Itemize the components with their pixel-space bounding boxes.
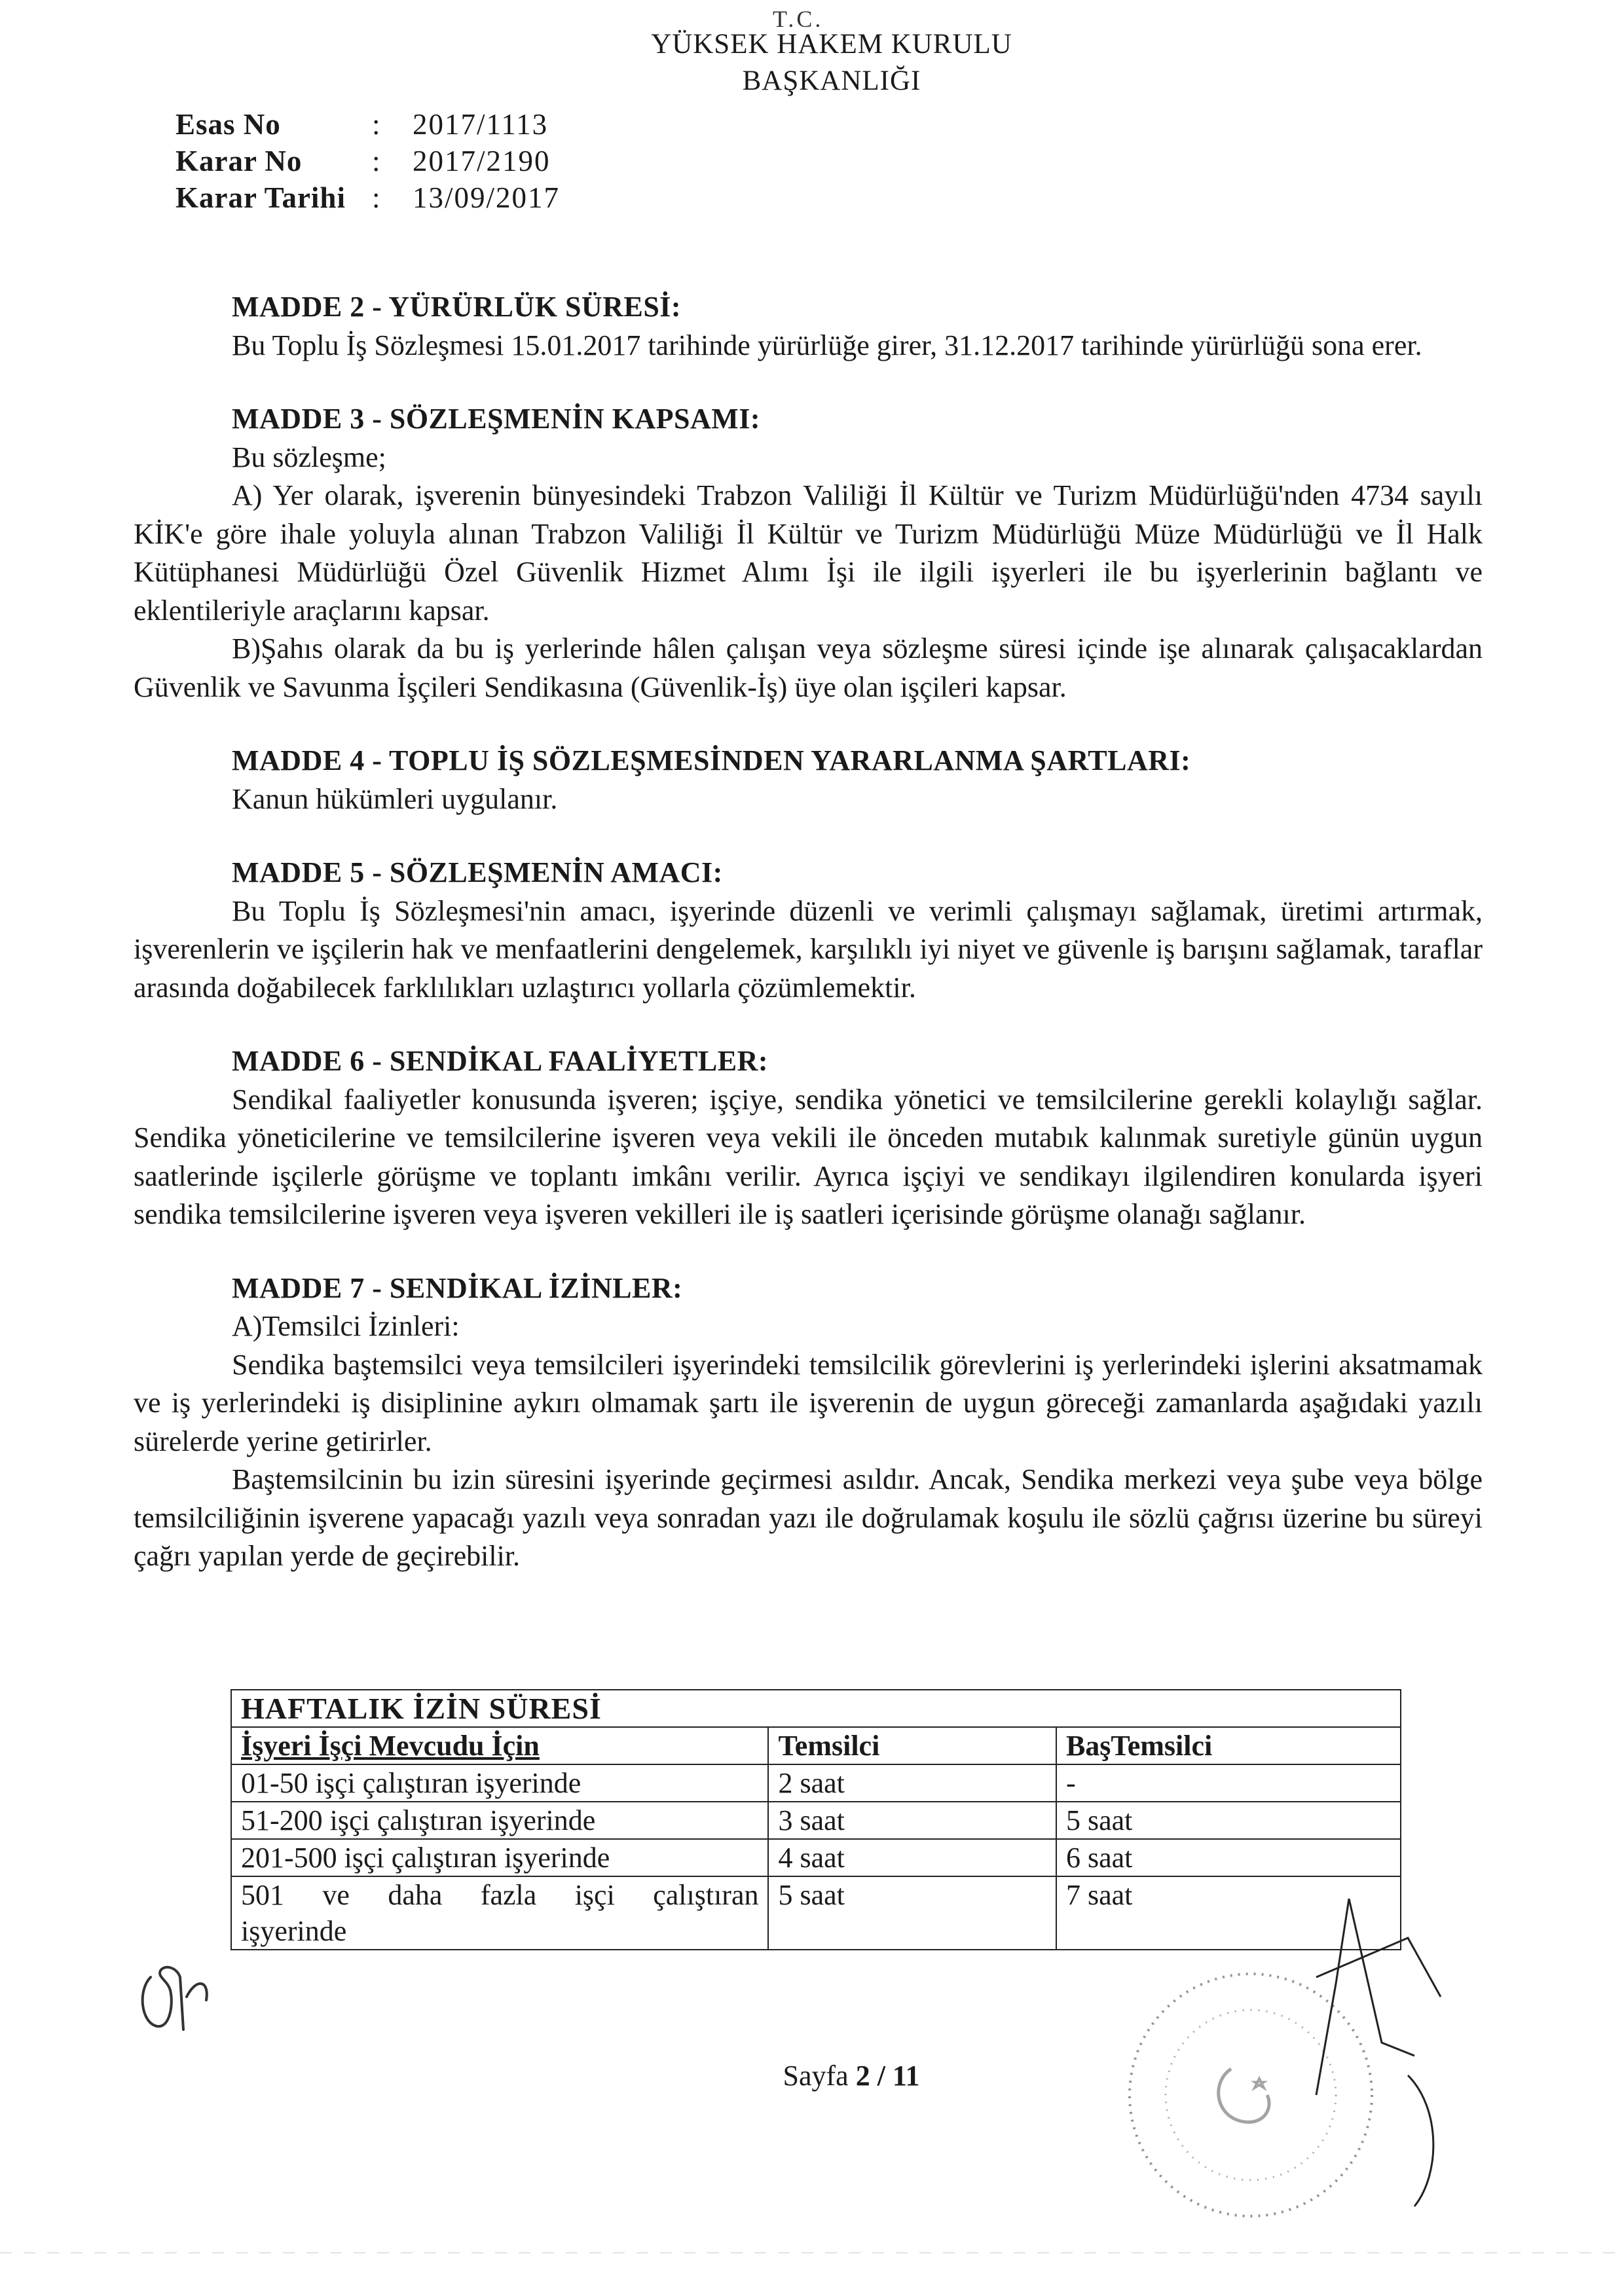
section-title: MADDE 3 - SÖZLEŞMENİN KAPSAMI:	[232, 403, 761, 435]
table-row	[231, 1839, 1401, 1876]
table-cell: 6 saat	[1056, 1839, 1401, 1876]
table-caption-row	[231, 1690, 1401, 1727]
karar-label: Karar No	[175, 145, 303, 177]
table-cell: 2 saat	[768, 1764, 1056, 1802]
karar-value: 2017/2190	[413, 145, 551, 177]
paragraph: Bu Toplu İş Sözleşmesi'nin amacı, işyerinde düzenli ve verimli çalışmayı sağlamak, üretimi artırmak, işverenlerin ve işçilerin hak ve menfaatlerini dengelemek, karşılıklı iyi niyet ve güvenle iş barışını sağlamak, taraflar arasında doğabilecek farklılıkları uzlaştırıcı yollarla çözümlemektir.	[134, 894, 1483, 1004]
table-cell: 7 saat	[1056, 1876, 1401, 1950]
table-cell: 5 saat	[1056, 1802, 1401, 1839]
tarih-row	[175, 179, 560, 216]
case-meta	[175, 106, 560, 216]
document-body	[134, 288, 1483, 1611]
section-title: MADDE 2 - YÜRÜRLÜK SÜRESİ:	[232, 291, 682, 323]
official-stamp	[1100, 1899, 1467, 2239]
paragraph: Kanun hükümleri uygulanır.	[232, 782, 558, 815]
paragraph: A) Yer olarak, işverenin bünyesindeki Trabzon Valiliği İl Kültür ve Turizm Müdürlüğü'nden 4734 sayılı KİK'e göre ihale yoluyla alınan Trabzon Valiliği İl Kültür ve Turizm Müdürlüğü Müze Müdürlüğü ve İl Halk Kütüphanesi Müdürlüğü Özel Güvenlik Hizmet Alımı İşi ile ilgili işyerleri ile bu işyerlerinin bağlantı ve eklentileriyle araçlarını kapsar.	[134, 479, 1483, 627]
paragraph: B)Şahıs olarak da bu iş yerlerinde hâlen çalışan veya sözleşme süresi içinde işe alınarak çalışacaklardan Güvenlik ve Savunma İşçileri Sendikasına (Güvenlik-İş) üye olan işçileri kapsar.	[134, 632, 1483, 703]
page-total: 11	[892, 2060, 920, 2092]
karar-row	[175, 143, 560, 179]
header-organization	[563, 26, 1100, 100]
table-cell-line: işyerinde	[241, 1915, 347, 1947]
section-madde-5	[134, 854, 1483, 1007]
table-cell-line: 501 ve daha fazla işçi çalıştıran	[241, 1879, 759, 1911]
section-title: MADDE 5 - SÖZLEŞMENİN AMACI:	[232, 856, 723, 888]
esas-value: 2017/1113	[413, 108, 549, 141]
page-separator: /	[870, 2060, 893, 2092]
esas-colon: :	[372, 108, 380, 141]
page-current: 2	[855, 2060, 870, 2092]
page-prefix: Sayfa	[783, 2060, 856, 2092]
tarih-value: 13/09/2017	[413, 181, 561, 214]
table-cell: 4 saat	[768, 1839, 1056, 1876]
table-row	[231, 1764, 1401, 1802]
table-row	[231, 1802, 1401, 1839]
section-madde-2	[134, 288, 1483, 365]
tarih-label: Karar Tarihi	[175, 181, 346, 214]
table-caption: HAFTALIK İZİN SÜRESİ	[231, 1690, 1401, 1727]
table-cell: 5 saat	[768, 1876, 1056, 1950]
section-title: MADDE 4 - TOPLU İŞ SÖZLEŞMESİNDEN YARARLANMA ŞARTLARI:	[232, 744, 1191, 776]
header-org-line1: YÜKSEK HAKEM KURULU	[651, 29, 1012, 60]
table-cell: 201-500 işçi çalıştıran işyerinde	[231, 1839, 768, 1876]
section-madde-4	[134, 742, 1483, 818]
paragraph: A)Temsilci İzinleri:	[232, 1310, 460, 1342]
section-madde-6	[134, 1042, 1483, 1234]
section-madde-7	[134, 1269, 1483, 1576]
column-header: BaşTemsilci	[1056, 1727, 1401, 1764]
table-cell	[231, 1876, 768, 1950]
esas-row	[175, 106, 560, 143]
karar-colon: :	[372, 145, 380, 177]
scan-artifact-line	[0, 2252, 1624, 2253]
esas-label: Esas No	[175, 108, 281, 141]
page-number	[753, 2059, 950, 2092]
paragraph: Sendikal faaliyetler konusunda işveren; işçiye, sendika yönetici ve temsilcilerine gerekli kolaylığı sağlar. Sendika yöneticilerine ve temsilcilerine işveren veya vekili ile önceden mutabık kalınmak suretiyle günün uygun saatlerinde işçilerle görüşme ve toplantı imkânı verilir. Ayrıca işçiyi ve sendikayı ilgilendiren konularda işyeri sendika temsilcilerine işveren veya işveren vekilleri ile iş saatleri içerisinde görüşme olanağı sağlanır.	[134, 1083, 1483, 1230]
section-title: MADDE 6 - SENDİKAL FAALİYETLER:	[232, 1045, 768, 1077]
table-cell: 01-50 işçi çalıştıran işyerinde	[231, 1764, 768, 1802]
paragraph: Bu Toplu İş Sözleşmesi 15.01.2017 tarihinde yürürlüğe girer, 31.12.2017 tarihinde yürürlüğü sona erer.	[232, 329, 1422, 361]
paragraph: Bu sözleşme;	[232, 441, 386, 473]
tarih-colon: :	[372, 181, 380, 214]
table-cell: -	[1056, 1764, 1401, 1802]
header-tc: T.C.	[773, 6, 824, 32]
column-header: İşyeri İşçi Mevcudu İçin	[231, 1727, 768, 1764]
table-cell: 51-200 işçi çalıştıran işyerinde	[231, 1802, 768, 1839]
paragraph: Sendika baştemsilci veya temsilcileri işyerindeki temsilcilik görevlerini iş yerlerindeki işlerini aksatmamak ve iş yerlerindeki iş disiplinine aykırı olmamak şartı ile işverenin de uygun göreceği zamanlarda aşağıdaki yazılı sürelerde yerine getirirler.	[134, 1348, 1483, 1457]
table-header-row	[231, 1727, 1401, 1764]
section-title: MADDE 7 - SENDİKAL İZİNLER:	[232, 1271, 683, 1304]
handwritten-initial	[124, 1951, 229, 2043]
table-cell: 3 saat	[768, 1802, 1056, 1839]
section-madde-3	[134, 400, 1483, 706]
paragraph: Baştemsilcinin bu izin süresini işyerinde geçirmesi asıldır. Ancak, Sendika merkezi veya şube veya bölge temsilciliğinin işverene yapacağı yazılı veya sonradan yazı ile doğrulamak koşulu ile sözlü çağrısı üzerine bu süreyi çağrı yapılan yerde de geçirebilir.	[134, 1463, 1483, 1572]
header-org-line2: BAŞKANLIĞI	[742, 65, 921, 96]
column-header: Temsilci	[768, 1727, 1056, 1764]
